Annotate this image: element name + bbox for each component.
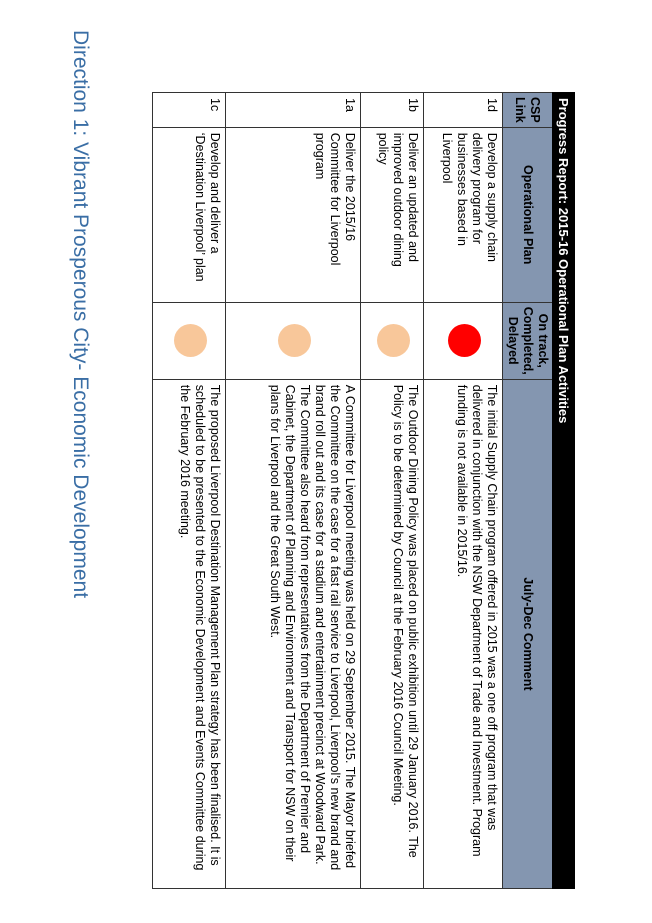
- header-csp-link: CSP Link: [503, 93, 553, 128]
- header-comment: July-Dec Comment: [503, 379, 553, 888]
- page-heading: Direction 1: Vibrant Prosperous City- Economic Development: [69, 30, 92, 599]
- status-delayed-indicator: [449, 324, 482, 357]
- status-cell: [153, 302, 226, 379]
- csp-link-cell: 1d: [424, 93, 503, 128]
- operational-plan-cell: Develop a supply chain delivery program for businesses based in Liverpool: [424, 127, 503, 302]
- comment-cell: A Committee for Liverpool meeting was held on 29 September 2015. The Mayor briefed the Committee on the case for a fast rail service to Liverpool, Liverpool’s new brand and brand roll out and its case for a stadium and entertainment precinct at Woodward Park. The Committee also heard from representatives from the Department of Premier and Cabinet, the Department of Planning and Environment and Transport for NSW on their plans for Liverpool and the Great South West.: [226, 379, 361, 888]
- csp-link-cell: 1c: [153, 93, 226, 128]
- table-row: [226, 93, 361, 889]
- table-banner-row: [553, 93, 575, 889]
- operational-plan-cell: Deliver the 2015/16 Committee for Liverpool program: [226, 127, 361, 302]
- table-row: [153, 93, 226, 889]
- progress-report-table: [152, 92, 575, 889]
- status-cell: [226, 302, 361, 379]
- comment-cell: The Outdoor Dining Policy was placed on public exhibition until 29 January 2016. The Policy is to be determined by Council at the February 2016 Council Meeting.: [361, 379, 424, 888]
- csp-link-cell: 1b: [361, 93, 424, 128]
- header-operational-plan: Operational Plan: [503, 127, 553, 302]
- table-row: [424, 93, 503, 889]
- status-cell: [424, 302, 503, 379]
- status-cell: [361, 302, 424, 379]
- status-on-track-indicator: [378, 324, 411, 357]
- csp-link-cell: 1a: [226, 93, 361, 128]
- status-on-track-indicator: [175, 324, 208, 357]
- comment-cell: The proposed Liverpool Destination Management Plan strategy has been finalised. It is scheduled to be presented to the Economic Development and Events Committee during the February 2016 meeting.: [153, 379, 226, 888]
- comment-cell: The initial Supply Chain program offered in 2015 was a one off program that was delivered in conjunction with the NSW Department of Trade and Investment. Program funding is not available in 2015/16.: [424, 379, 503, 888]
- operational-plan-cell: Deliver an updated and improved outdoor dining policy: [361, 127, 424, 302]
- header-status: On track, Completed, Delayed: [503, 302, 553, 379]
- table-banner: Progress Report: 2015-16 Operational Plan Activities: [553, 93, 575, 889]
- table-header-row: [503, 93, 553, 889]
- operational-plan-cell: Develop and deliver a ‘Destination Liverpool’ plan: [153, 127, 226, 302]
- table-row: [361, 93, 424, 889]
- status-on-track-indicator: [279, 324, 312, 357]
